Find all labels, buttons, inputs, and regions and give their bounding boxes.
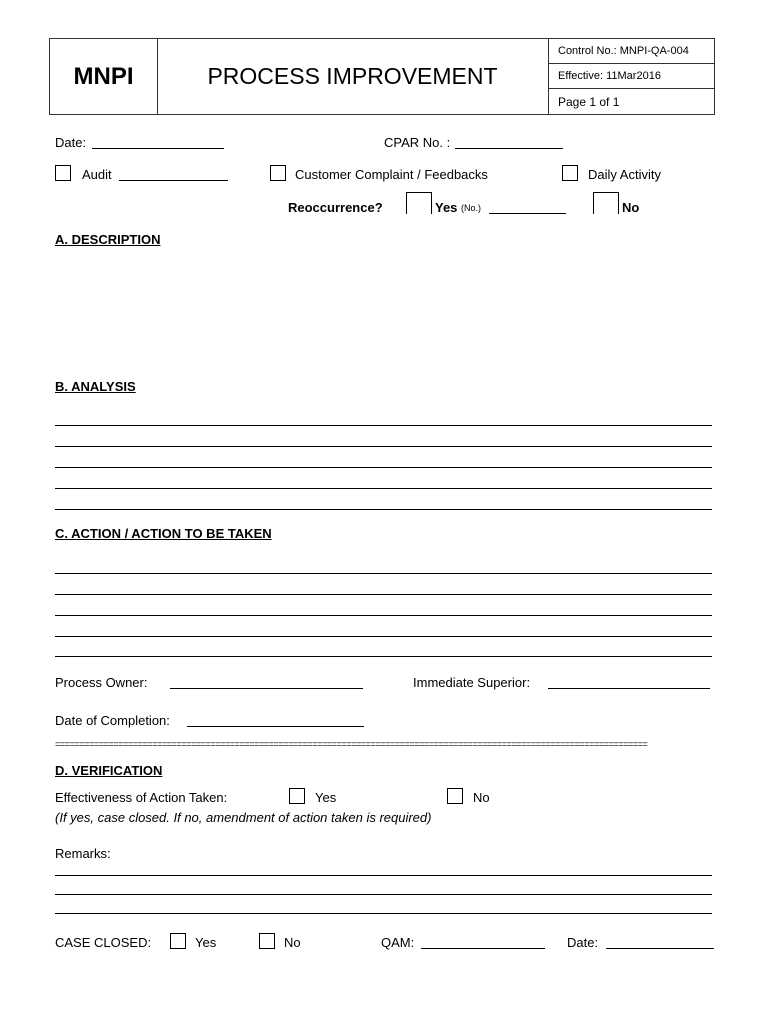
header-meta xyxy=(548,39,714,114)
remarks-label: Remarks: xyxy=(55,846,111,861)
remarks-line[interactable] xyxy=(55,913,712,914)
action-line[interactable] xyxy=(55,573,712,574)
immediate-superior-label: Immediate Superior: xyxy=(413,675,531,690)
analysis-line[interactable] xyxy=(55,425,712,426)
effectiveness-label: Effectiveness of Action Taken: xyxy=(55,790,228,805)
effectiveness-no-checkbox[interactable] xyxy=(447,788,463,804)
daily-activity-checkbox[interactable] xyxy=(562,165,578,181)
analysis-line[interactable] xyxy=(55,467,712,468)
action-line[interactable] xyxy=(55,615,712,616)
effectiveness-yes-label: Yes xyxy=(315,790,337,805)
effectiveness-no-label: No xyxy=(473,790,490,805)
reoccurrence-no-label: No xyxy=(622,200,640,215)
analysis-line[interactable] xyxy=(55,509,712,510)
cpar-input[interactable] xyxy=(455,136,563,149)
footer-date-input[interactable] xyxy=(606,936,714,949)
case-closed-yes-checkbox[interactable] xyxy=(170,933,186,949)
reoccurrence-no-small: (No.) xyxy=(461,203,481,213)
remarks-line[interactable] xyxy=(55,894,712,895)
daily-activity-label: Daily Activity xyxy=(588,167,661,182)
date-input[interactable] xyxy=(92,136,224,149)
date-label: Date: xyxy=(55,135,87,150)
process-owner-input[interactable] xyxy=(170,676,363,689)
verification-note: (If yes, case closed. If no, amendment of action taken is required) xyxy=(55,810,432,825)
company-name: MNPI xyxy=(50,39,158,114)
audit-checkbox[interactable] xyxy=(55,165,71,181)
case-closed-no-checkbox[interactable] xyxy=(259,933,275,949)
cpar-label: CPAR No. : xyxy=(384,135,451,150)
case-closed-label: CASE CLOSED: xyxy=(55,935,152,950)
effective-date: Effective: 11Mar2016 xyxy=(548,64,714,89)
audit-label: Audit xyxy=(82,167,112,182)
section-separator: ========================================================================================================================== xyxy=(55,740,648,748)
case-closed-no-label: No xyxy=(284,935,301,950)
action-line[interactable] xyxy=(55,594,712,595)
reoccurrence-count-input[interactable] xyxy=(489,201,566,214)
action-line[interactable] xyxy=(55,656,712,657)
customer-complaint-checkbox[interactable] xyxy=(270,165,286,181)
section-action-heading: C. ACTION / ACTION TO BE TAKEN xyxy=(55,526,272,541)
reoccurrence-no-checkbox[interactable] xyxy=(593,192,619,214)
date-of-completion-label: Date of Completion: xyxy=(55,713,170,728)
form-title: PROCESS IMPROVEMENT xyxy=(157,39,549,114)
reoccurrence-yes-checkbox[interactable] xyxy=(406,192,432,214)
action-line[interactable] xyxy=(55,636,712,637)
process-owner-label: Process Owner: xyxy=(55,675,148,690)
page-number: Page 1 of 1 xyxy=(558,94,620,109)
section-verification-heading: D. VERIFICATION xyxy=(55,763,163,778)
case-closed-yes-label: Yes xyxy=(195,935,217,950)
document-header xyxy=(49,38,715,115)
analysis-line[interactable] xyxy=(55,488,712,489)
analysis-line[interactable] xyxy=(55,446,712,447)
date-of-completion-input[interactable] xyxy=(187,714,364,727)
immediate-superior-input[interactable] xyxy=(548,676,710,689)
section-description-heading: A. DESCRIPTION xyxy=(55,232,161,247)
qam-input[interactable] xyxy=(421,936,545,949)
qam-label: QAM: xyxy=(381,935,415,950)
customer-complaint-label: Customer Complaint / Feedbacks xyxy=(295,167,488,182)
control-number: Control No.: MNPI-QA-004 xyxy=(548,39,714,64)
reoccurrence-yes-label: Yes xyxy=(435,200,458,215)
effectiveness-yes-checkbox[interactable] xyxy=(289,788,305,804)
remarks-line[interactable] xyxy=(55,875,712,876)
audit-input[interactable] xyxy=(119,168,228,181)
reoccurrence-label: Reoccurrence? xyxy=(288,200,383,215)
footer-date-label: Date: xyxy=(567,935,599,950)
section-analysis-heading: B. ANALYSIS xyxy=(55,379,136,394)
